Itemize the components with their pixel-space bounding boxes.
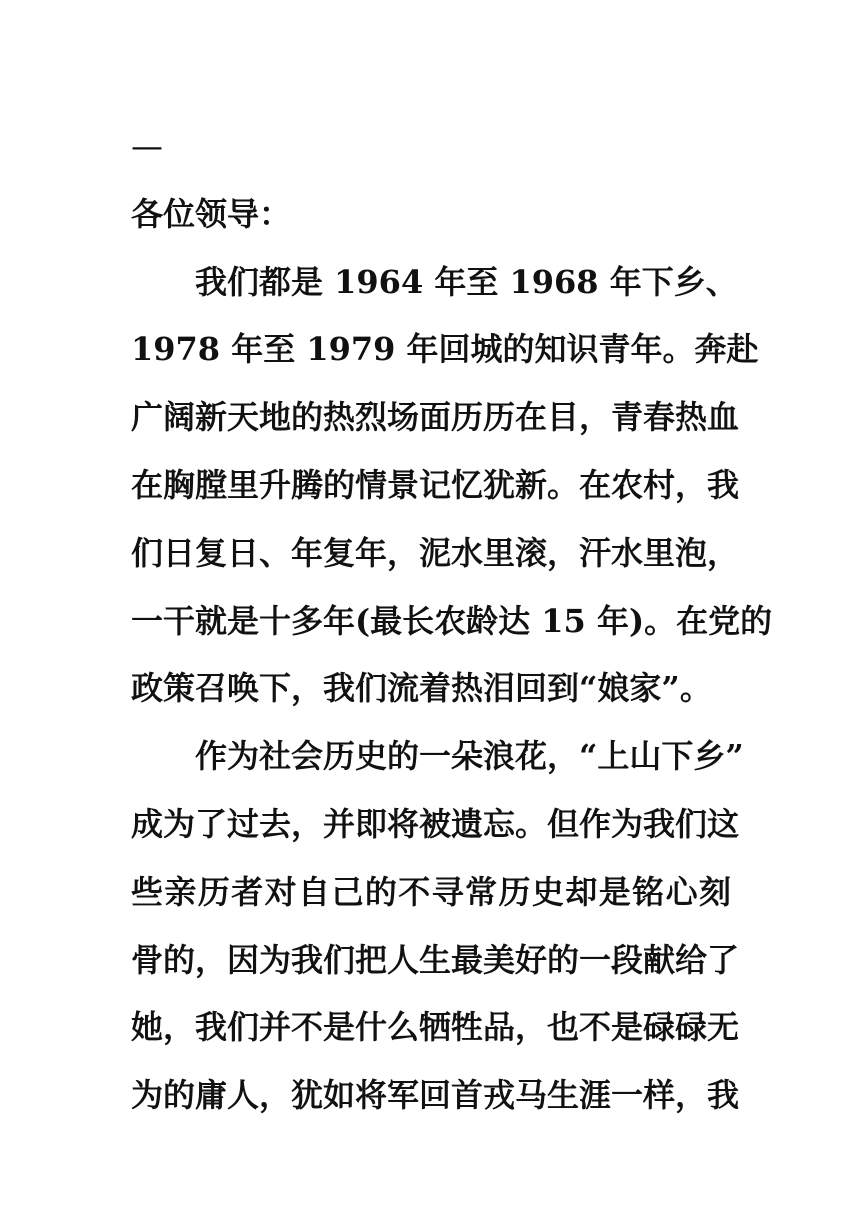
- paragraph-line: 一干就是十多年(最长农龄达 15 年)。在党的: [131, 601, 773, 640]
- paragraph-line: 作为社会历史的一朵浪花，“上山下乡”: [195, 737, 744, 776]
- paragraph-line: 为的庸人，犹如将军回首戎马生涯一样，我: [131, 1076, 740, 1115]
- paragraph-line: 我们都是 1964 年至 1968 年下乡、: [195, 262, 738, 301]
- paragraph-line: 1978 年至 1979 年回城的知识青年。奔赴: [131, 330, 759, 369]
- paragraph-line: 政策召唤下，我们流着热泪回到“娘家”。: [131, 669, 712, 708]
- top-dash-mark: —: [131, 127, 163, 165]
- paragraph-line: 成为了过去，并即将被遗忘。但作为我们这: [131, 804, 740, 843]
- paragraph-line: 们日复日、年复年，泥水里滚，汗水里泡，: [131, 533, 740, 572]
- paragraph-line: 骨的，因为我们把人生最美好的一段献给了: [131, 940, 740, 979]
- paragraph-2: [131, 723, 744, 1130]
- paragraph-1: [131, 249, 773, 724]
- paragraph-line: 在胸膛里升腾的情景记忆犹新。在农村，我: [131, 465, 740, 504]
- paragraph-line: 广阔新天地的热烈场面历历在目，青春热血: [131, 398, 740, 437]
- salutation: 各位领导：: [131, 194, 292, 233]
- paragraph-line: 些亲历者对自己的不寻常历史却是铭心刻: [131, 872, 731, 911]
- document-body: [131, 113, 773, 1130]
- paragraph-line: 她，我们并不是什么牺牲品，也不是碌碌无: [131, 1008, 740, 1047]
